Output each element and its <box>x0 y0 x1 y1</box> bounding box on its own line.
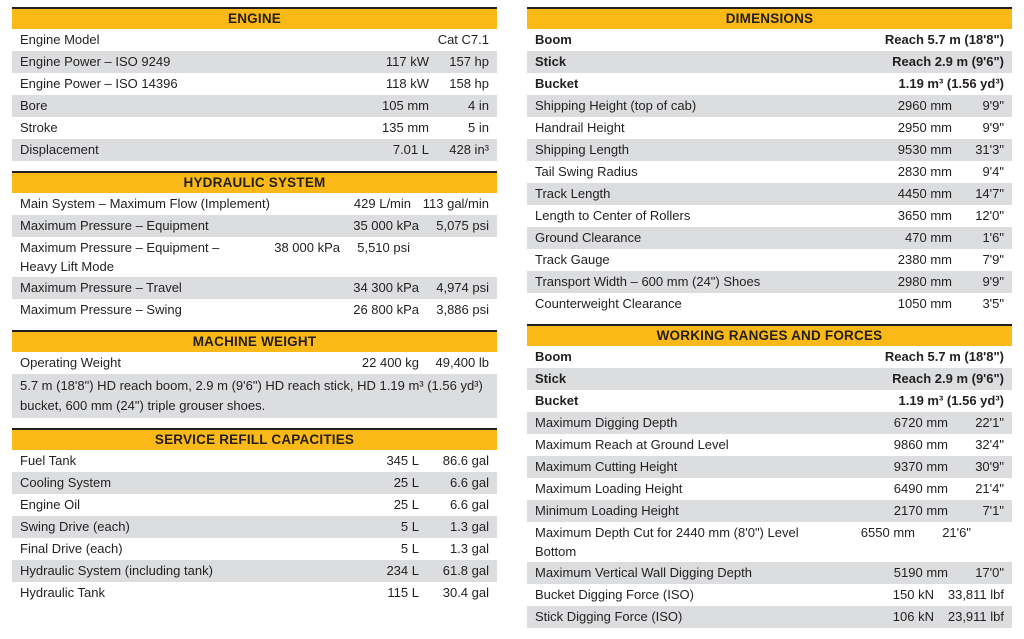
row-label: Hydraulic Tank <box>20 585 106 600</box>
config-row <box>527 51 1012 73</box>
row-metric: 1050 mm <box>897 296 952 311</box>
row-metric: 9860 mm <box>893 437 948 452</box>
row-imperial: 21'6" <box>942 525 971 540</box>
row-label: Engine Power – ISO 14396 <box>20 76 178 91</box>
row-label: Maximum Vertical Wall Digging Depth <box>535 565 752 580</box>
row-imperial: 9'9" <box>982 120 1004 135</box>
row-imperial: 158 hp <box>449 76 489 91</box>
row-imperial: 7'9" <box>982 252 1004 267</box>
table-row <box>12 51 497 73</box>
row-metric: 2830 mm <box>897 164 952 179</box>
row-metric: 2170 mm <box>893 503 948 518</box>
row-metric: 117 kW <box>385 54 429 69</box>
row-imperial: 3,886 psi <box>436 302 489 317</box>
row-label: Transport Width – 600 mm (24") Shoes <box>535 274 761 289</box>
table-row <box>527 227 1012 249</box>
row-label: Engine Oil <box>20 497 80 512</box>
table-row <box>527 456 1012 478</box>
row-metric: 470 mm <box>905 230 952 245</box>
table-row <box>527 117 1012 139</box>
row-metric: 25 L <box>393 497 419 512</box>
row-metric: 22 400 kg <box>361 355 419 370</box>
config-row <box>527 29 1012 51</box>
table-row <box>12 450 497 472</box>
row-label: Maximum Pressure – Travel <box>20 280 182 295</box>
table-row <box>527 161 1012 183</box>
table-row <box>12 299 497 321</box>
config-value: 1.19 m³ (1.56 yd³) <box>898 393 1004 408</box>
table-row <box>12 73 497 95</box>
config-value: Reach 2.9 m (9'6") <box>892 54 1004 69</box>
row-imperial: 49,400 lb <box>435 355 489 370</box>
row-imperial: 9'9" <box>982 274 1004 289</box>
row-metric: 105 mm <box>382 98 429 113</box>
table-row <box>527 562 1012 584</box>
row-imperial: 30.4 gal <box>442 585 489 600</box>
config-value: Reach 2.9 m (9'6") <box>892 371 1004 386</box>
row-imperial: 31'3" <box>975 142 1004 157</box>
table-row <box>12 117 497 139</box>
table-row <box>12 29 497 51</box>
config-value: Reach 5.7 m (18'8") <box>884 349 1004 364</box>
row-imperial: 1.3 gal <box>449 541 489 556</box>
section-gap <box>12 418 497 428</box>
table-row <box>12 516 497 538</box>
table-row <box>527 271 1012 293</box>
row-imperial: 1.3 gal <box>449 519 489 534</box>
row-label: Swing Drive (each) <box>20 519 130 534</box>
row-label: Displacement <box>20 142 99 157</box>
row-metric: 9370 mm <box>893 459 948 474</box>
row-imperial: 21'4" <box>975 481 1004 496</box>
row-imperial: 6.6 gal <box>449 497 489 512</box>
config-value: 1.19 m³ (1.56 yd³) <box>898 76 1004 91</box>
config-value: Reach 5.7 m (18'8") <box>884 32 1004 47</box>
row-metric: 34 300 kPa <box>353 280 419 295</box>
row-label: Main System – Maximum Flow (Implement) <box>20 196 270 211</box>
row-label: Stroke <box>20 120 58 135</box>
table-row <box>12 277 497 299</box>
row-metric: 150 kN <box>892 587 934 602</box>
table-row <box>527 205 1012 227</box>
row-imperial: 113 gal/min <box>422 196 489 211</box>
table-row <box>527 249 1012 271</box>
table-row <box>12 95 497 117</box>
row-metric: 5190 mm <box>893 565 948 580</box>
table-row <box>12 215 497 237</box>
row-metric: 2960 mm <box>897 98 952 113</box>
config-label: Stick <box>535 54 567 69</box>
row-imperial: 30'9" <box>975 459 1004 474</box>
row-metric: 26 800 kPa <box>353 302 419 317</box>
row-metric: 2950 mm <box>897 120 952 135</box>
table-row <box>527 606 1012 628</box>
row-label: Minimum Loading Height <box>535 503 679 518</box>
row-label: Length to Center of Rollers <box>535 208 691 223</box>
table-row <box>527 95 1012 117</box>
row-imperial: 32'4" <box>975 437 1004 452</box>
row-imperial: 23,911 lbf <box>947 609 1004 624</box>
section-gap <box>12 321 497 330</box>
row-imperial: 9'9" <box>982 98 1004 113</box>
section-gap <box>527 315 1012 324</box>
row-label: Engine Power – ISO 9249 <box>20 54 171 69</box>
row-label: Bore <box>20 98 48 113</box>
row-imperial: 4 in <box>468 98 489 113</box>
row-metric: 6490 mm <box>893 481 948 496</box>
table-row <box>527 183 1012 205</box>
row-imperial: 157 hp <box>449 54 489 69</box>
table-row <box>12 582 497 604</box>
table-row <box>527 500 1012 522</box>
table-row <box>12 139 497 161</box>
table-row <box>12 352 497 374</box>
table-row <box>527 478 1012 500</box>
row-label: Hydraulic System (including tank) <box>20 563 213 578</box>
row-label: Maximum Pressure – Swing <box>20 302 182 317</box>
row-imperial: 7'1" <box>982 503 1004 518</box>
row-label: Fuel Tank <box>20 453 77 468</box>
config-label: Bucket <box>535 76 579 91</box>
row-metric: 9530 mm <box>897 142 952 157</box>
row-imperial: 4,974 psi <box>436 280 489 295</box>
row-metric: 4450 mm <box>897 186 952 201</box>
row-imperial: 12'0" <box>975 208 1004 223</box>
row-label: Track Length <box>535 186 611 201</box>
row-label: Bucket Digging Force (ISO) <box>535 587 694 602</box>
row-label: Track Gauge <box>535 252 610 267</box>
row-imperial: 428 in³ <box>449 142 489 157</box>
row-imperial: 33,811 lbf <box>947 587 1004 602</box>
row-label: Operating Weight <box>20 355 121 370</box>
row-imperial: 5,510 psi <box>357 240 410 255</box>
row-metric: 429 L/min <box>353 196 411 211</box>
config-label: Boom <box>535 349 572 364</box>
table-row <box>12 494 497 516</box>
row-metric: 38 000 kPa <box>274 240 340 255</box>
row-label: Maximum Reach at Ground Level <box>535 437 729 452</box>
row-metric: 7.01 L <box>392 142 429 157</box>
row-metric: 35 000 kPa <box>353 218 419 233</box>
refill-header: SERVICE REFILL CAPACITIES <box>12 428 497 450</box>
config-row <box>527 368 1012 390</box>
row-metric: 115 L <box>387 585 419 600</box>
row-metric: 3650 mm <box>897 208 952 223</box>
row-metric: 2980 mm <box>897 274 952 289</box>
config-label: Bucket <box>535 393 579 408</box>
row-label: Cooling System <box>20 475 112 490</box>
row-imperial: 9'4" <box>982 164 1004 179</box>
table-row <box>527 522 1012 562</box>
working-header: WORKING RANGES AND FORCES <box>527 324 1012 346</box>
row-imperial: 5,075 psi <box>436 218 489 233</box>
row-metric: 5 L <box>400 519 419 534</box>
row-metric: 6720 mm <box>893 415 948 430</box>
row-label: Tail Swing Radius <box>535 164 638 179</box>
config-label: Boom <box>535 32 572 47</box>
row-imperial: 86.6 gal <box>442 453 489 468</box>
left-column <box>12 7 497 604</box>
config-row <box>527 390 1012 412</box>
row-label: Maximum Cutting Height <box>535 459 678 474</box>
row-imperial: 3'5" <box>982 296 1004 311</box>
engine-header: ENGINE <box>12 7 497 29</box>
row-imperial: 61.8 gal <box>442 563 489 578</box>
right-column <box>527 7 1012 628</box>
row-label: Final Drive (each) <box>20 541 123 556</box>
row-metric: 234 L <box>386 563 419 578</box>
config-row <box>527 346 1012 368</box>
row-metric: 6550 mm <box>860 525 915 540</box>
table-row <box>12 538 497 560</box>
row-label: Engine Model <box>20 32 100 47</box>
weight-header: MACHINE WEIGHT <box>12 330 497 352</box>
row-imperial: 17'0" <box>975 565 1004 580</box>
table-row <box>527 293 1012 315</box>
row-metric: 106 kN <box>892 609 934 624</box>
table-row <box>527 412 1012 434</box>
row-imperial: 5 in <box>468 120 489 135</box>
config-label: Stick <box>535 371 567 386</box>
row-label: Handrail Height <box>535 120 625 135</box>
row-imperial: 6.6 gal <box>449 475 489 490</box>
row-label: Maximum Pressure – Equipment <box>20 218 209 233</box>
dimensions-header: DIMENSIONS <box>527 7 1012 29</box>
row-label: Maximum Depth Cut for 2440 mm (8'0") Level Bottom <box>535 525 799 559</box>
row-metric: 25 L <box>393 475 419 490</box>
row-label: Shipping Height (top of cab) <box>535 98 697 113</box>
row-metric: 2380 mm <box>897 252 952 267</box>
table-row <box>527 434 1012 456</box>
row-label: Maximum Digging Depth <box>535 415 678 430</box>
hydraulic-header: HYDRAULIC SYSTEM <box>12 171 497 193</box>
table-row <box>527 139 1012 161</box>
row-label: Stick Digging Force (ISO) <box>535 609 683 624</box>
row-label: Ground Clearance <box>535 230 642 245</box>
row-label: Maximum Loading Height <box>535 481 683 496</box>
row-metric: 118 kW <box>385 76 429 91</box>
weight-note: 5.7 m (18'8") HD reach boom, 2.9 m (9'6") HD reach stick, HD 1.19 m³ (1.56 yd³) bucket, 600 mm (24") triple grouser shoes. <box>12 374 497 418</box>
row-label: Maximum Pressure – Equipment – Heavy Lift Mode <box>20 240 220 274</box>
section-gap <box>12 161 497 171</box>
row-imperial: 14'7" <box>975 186 1004 201</box>
row-label: Counterweight Clearance <box>535 296 682 311</box>
table-row <box>12 237 497 277</box>
row-label: Shipping Length <box>535 142 629 157</box>
row-imperial: Cat C7.1 <box>437 32 489 47</box>
table-row <box>12 193 497 215</box>
config-row <box>527 73 1012 95</box>
table-row <box>12 560 497 582</box>
table-row <box>12 472 497 494</box>
row-imperial: 22'1" <box>975 415 1004 430</box>
table-row <box>527 584 1012 606</box>
row-imperial: 1'6" <box>982 230 1004 245</box>
row-metric: 135 mm <box>382 120 429 135</box>
row-metric: 5 L <box>400 541 419 556</box>
row-metric: 345 L <box>386 453 419 468</box>
